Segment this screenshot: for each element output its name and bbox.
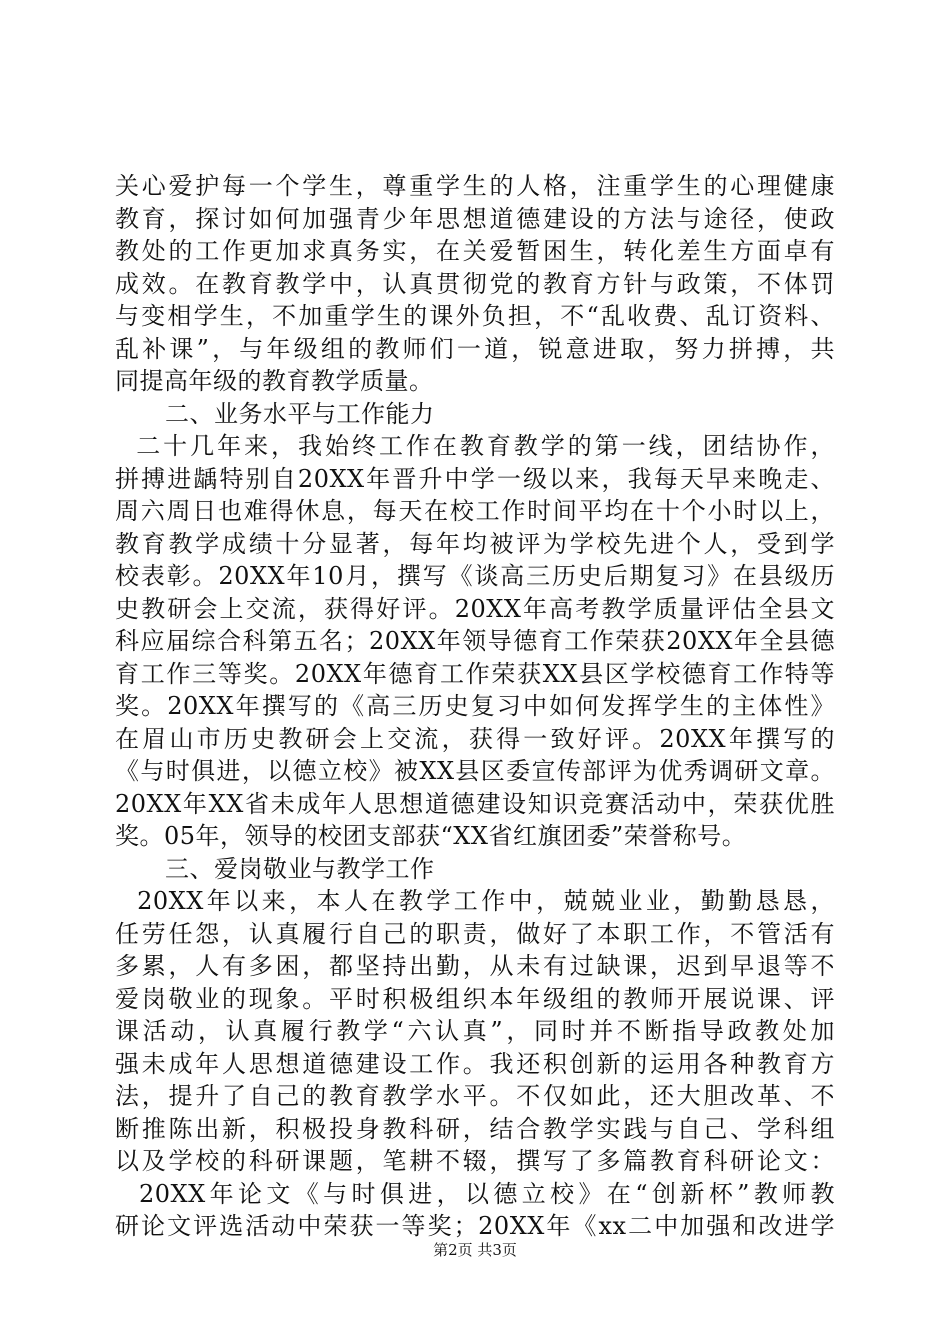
text-line: 科应届综合科第五名；20XX年领导德育工作荣获20XX年全县德 bbox=[115, 627, 835, 655]
text-line: 关心爱护每一个学生，尊重学生的人格，注重学生的心理健康 bbox=[115, 172, 835, 200]
text-line: 强未成年人思想道德建设工作。我还积创新的运用各种教育方 bbox=[115, 1049, 835, 1078]
text-line: 同提高年级的教育教学质量。 bbox=[115, 367, 434, 395]
text-line: 成效。在教育教学中，认真贯彻党的教育方针与政策，不体罚 bbox=[115, 269, 835, 298]
text-line: 以及学校的科研课题，笔耕不辍，撰写了多篇教育科研论文： bbox=[115, 1147, 835, 1175]
text-line: 奖。20XX年撰写的《高三历史复习中如何发挥学生的主体性》 bbox=[115, 692, 835, 720]
text-line: 教育，探讨如何加强青少年思想道德建设的方法与途径，使政 bbox=[115, 204, 835, 233]
text-line: 研论文评选活动中荣获一等奖；20XX年《xx二中加强和改进学 bbox=[115, 1212, 835, 1240]
text-line: 课活动，认真履行教学“六认真”，同时并不断指导政教处加 bbox=[115, 1017, 835, 1045]
text-line: 与变相学生，不加重学生的课外负担，不“乱收费、乱订资料、 bbox=[115, 302, 835, 330]
text-line: 任劳任怨，认真履行自己的职责，做好了本职工作，不管活有 bbox=[115, 919, 835, 948]
text-line: 《与时俱进，以德立校》被XX县区委宣传部评为优秀调研文章。 bbox=[115, 757, 835, 785]
document-body bbox=[115, 170, 835, 1243]
text-line: 爱岗敬业的现象。平时积极组织本年级组的教师开展说课、评 bbox=[115, 984, 835, 1013]
text-line: 多累，人有多困，都坚持出勤，从未有过缺课，迟到早退等不 bbox=[115, 952, 835, 980]
section-heading: 二、业务水平与工作能力 bbox=[165, 399, 435, 428]
text-line: 拼搏进龋特别自20XX年晋升中学一级以来，我每天早来晚走、 bbox=[115, 464, 835, 493]
section-heading: 三、爱岗敬业与教学工作 bbox=[165, 854, 435, 883]
text-line: 周六周日也难得休息，每天在校工作时间平均在十个小时以上， bbox=[115, 497, 835, 525]
page-number-footer: 第2页 共3页 bbox=[433, 1241, 517, 1259]
text-line: 法，提升了自己的教育教学水平。不仅如此，还大胆改革、不 bbox=[115, 1082, 835, 1110]
text-line: 史教研会上交流，获得好评。20XX年高考教学质量评估全县文 bbox=[115, 594, 835, 623]
text-line: 二十几年来，我始终工作在教育教学的第一线，团结协作， bbox=[115, 432, 835, 460]
text-line: 20XX年论文《与时俱进，以德立校》在“创新杯”教师教 bbox=[115, 1179, 835, 1208]
text-line: 断推陈出新，积极投身教科研，结合教学实践与自己、学科组 bbox=[115, 1114, 835, 1143]
text-line: 20XX年以来，本人在教学工作中，兢兢业业，勤勤恳恳， bbox=[115, 887, 835, 915]
text-line: 教育教学成绩十分显著，每年均被评为学校先进个人，受到学 bbox=[115, 529, 835, 558]
text-line: 在眉山市历史教研会上交流，获得一致好评。20XX年撰写的 bbox=[115, 724, 835, 753]
text-line: 乱补课”，与年级组的教师们一道，锐意进取，努力拼搏，共 bbox=[115, 334, 835, 363]
text-line: 奖。05年，领导的校团支部获“XX省红旗团委”荣誉称号。 bbox=[115, 822, 747, 850]
text-line: 校表彰。20XX年10月，撰写《谈高三历史后期复习》在县级历 bbox=[115, 562, 835, 590]
text-line: 20XX年XX省未成年人思想道德建设知识竞赛活动中，荣获优胜 bbox=[115, 789, 835, 818]
text-line: 育工作三等奖。20XX年德育工作荣获XX县区学校德育工作特等 bbox=[115, 659, 835, 688]
text-line: 教处的工作更加求真务实，在关爱暂困生，转化差生方面卓有 bbox=[115, 237, 835, 265]
